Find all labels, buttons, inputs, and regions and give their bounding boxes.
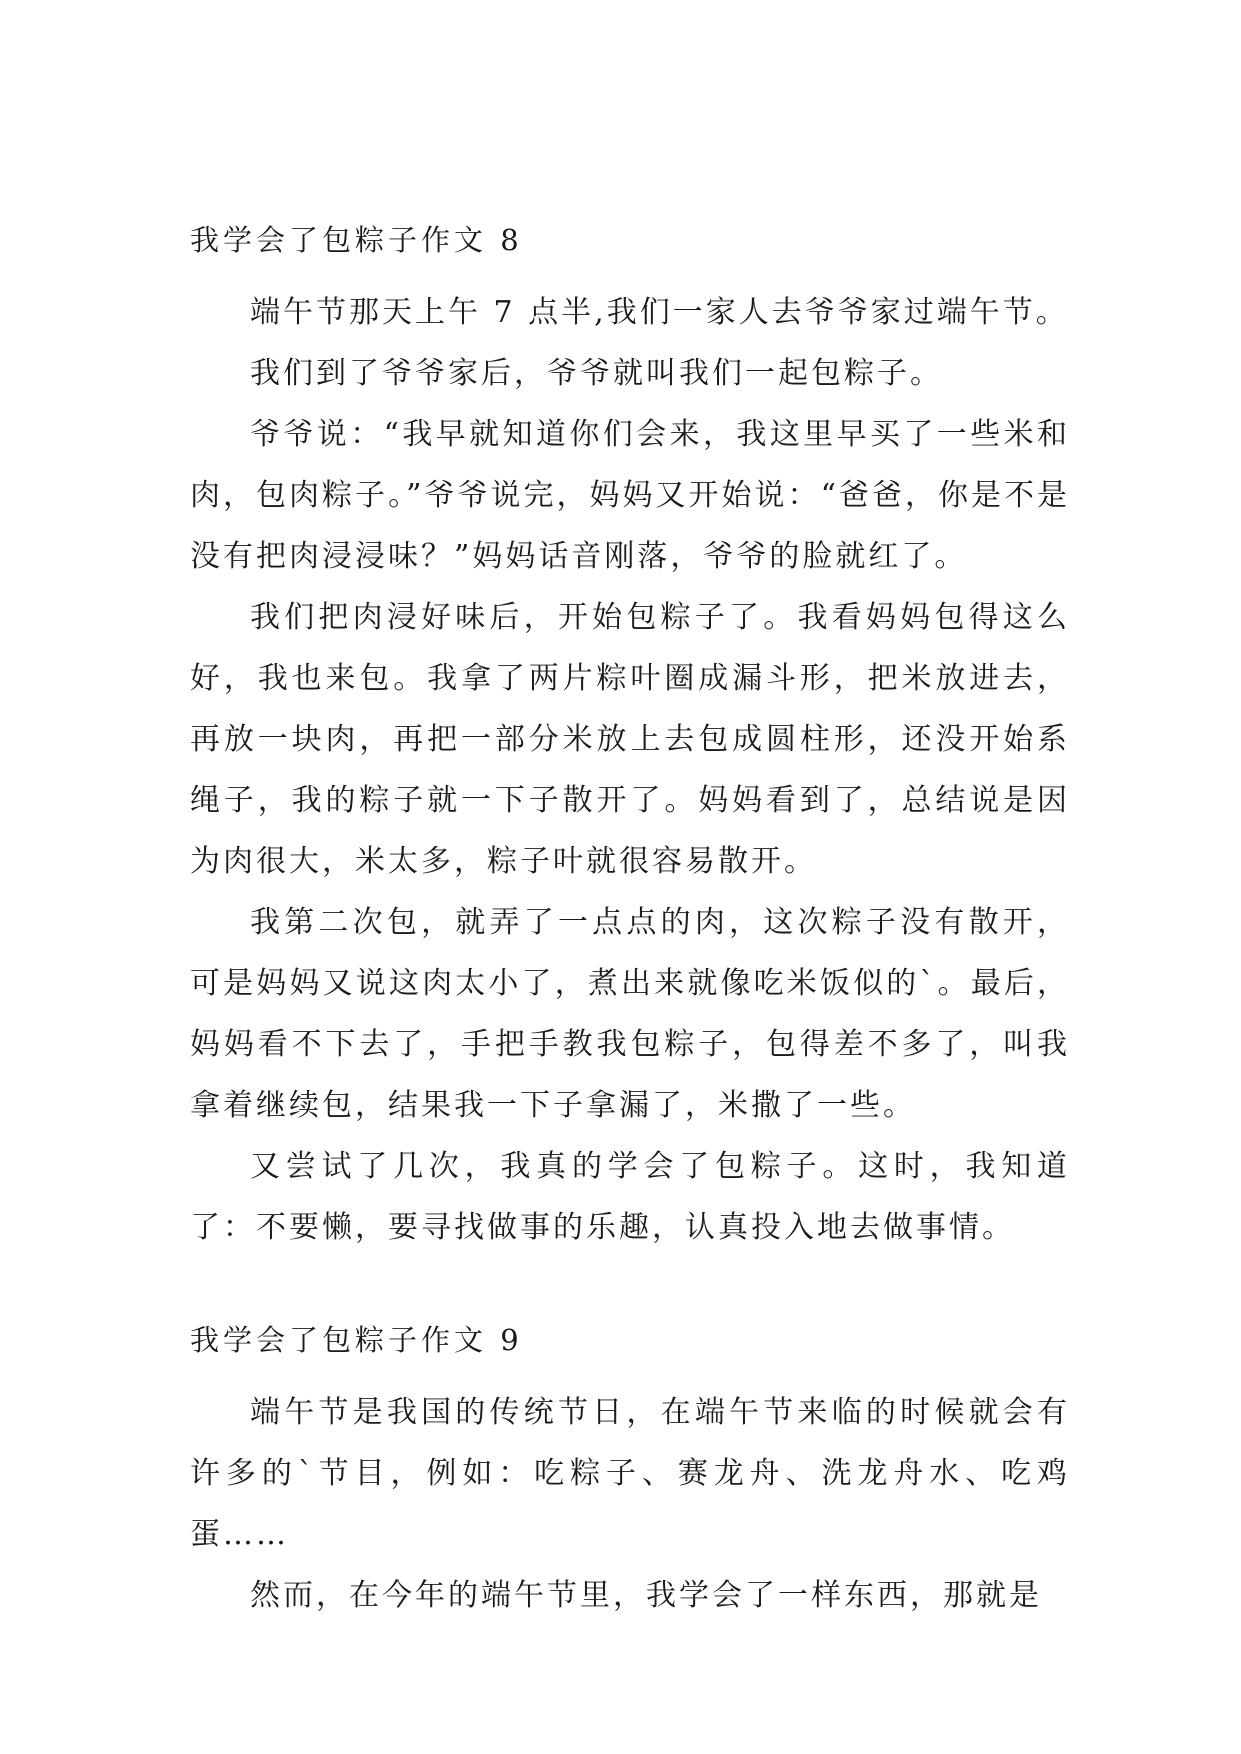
essay-9-paragraph-1: 端午节是我国的传统节日，在端午节来临的时候就会有许多的`节目，例如：吃粽子、赛龙舟、洗龙舟水、吃鸡蛋…… <box>190 1395 1070 1552</box>
essay-8-paragraph-2: 我们到了爷爷家后，爷爷就叫我们一起包粽子。 <box>250 356 943 391</box>
essay-8-title: 我学会了包粽子作文 8 <box>190 223 523 257</box>
document-page <box>190 222 1070 1626</box>
essay-8-paragraph-3: 爷爷说：“我早就知道你们会来，我这里早买了一些米和肉，包肉粽子。”爷爷说完，妈妈又开始说：“爸爸，你是不是没有把肉浸浸味？”妈妈话音刚落，爷爷的脸就红了。 <box>190 417 1070 574</box>
section-spacer <box>190 1258 1070 1322</box>
essay-8-paragraph-5: 我第二次包，就弄了一点点的肉，这次粽子没有散开，可是妈妈又说这肉太小了，煮出来就像吃米饭似的`。最后，妈妈看不下去了，手把手教我包粽子，包得差不多了，叫我拿着继续包，结果我一下子拿漏了，米撒了一些。 <box>190 905 1070 1123</box>
essay-9-title: 我学会了包粽子作文 9 <box>190 1323 523 1357</box>
essay-8-paragraph-6: 又尝试了几次，我真的学会了包粽子。这时，我知道了：不要懒，要寻找做事的乐趣，认真投入地去做事情。 <box>190 1149 1070 1245</box>
essay-8-paragraph-4: 我们把肉浸好味后，开始包粽子了。我看妈妈包得这么好，我也来包。我拿了两片粽叶圈成漏斗形，把米放进去，再放一块肉，再把一部分米放上去包成圆柱形，还没开始系绳子，我的粽子就一下子散开了。妈妈看到了，总结说是因为肉很大，米太多，粽子叶就很容易散开。 <box>190 600 1070 879</box>
essay-8-paragraph-1: 端午节那天上午 7 点半,我们一家人去爷爷家过端午节。 <box>250 295 1069 330</box>
essay-9-paragraph-2: 然而，在今年的端午节里，我学会了一样东西，那就是 <box>250 1578 1042 1613</box>
